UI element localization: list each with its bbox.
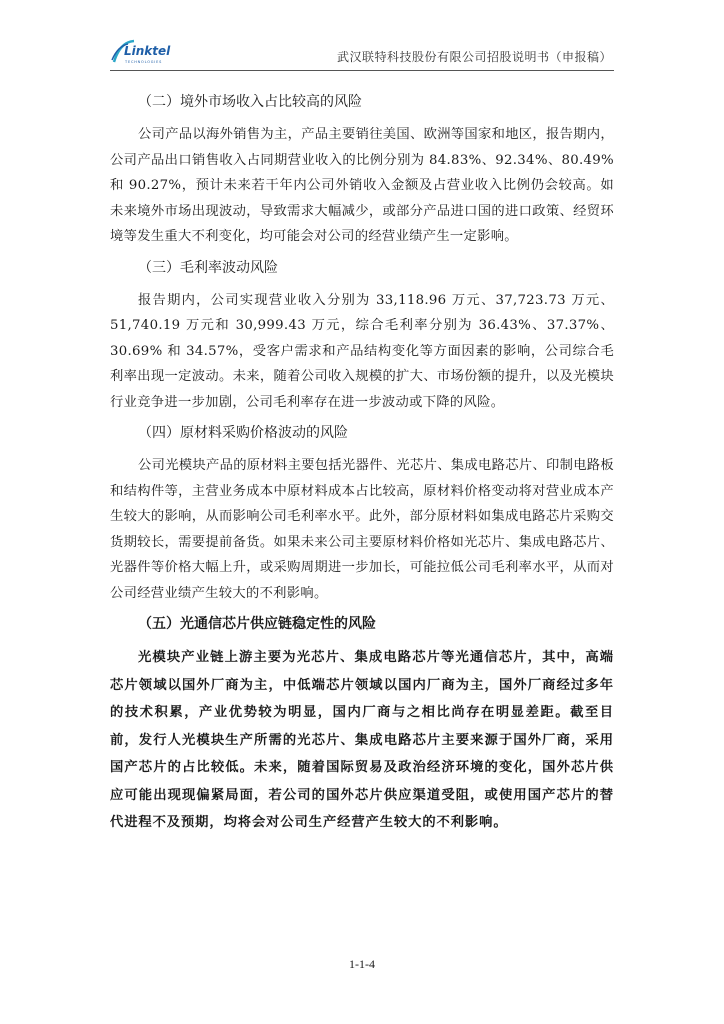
logo-text: Linktel — [124, 44, 171, 58]
page-content — [110, 84, 614, 843]
section-paragraph: 报告期内，公司实现营业收入分别为 33,118.96 万元、37,723.73 万元、51,740.19 万元和 30,999.43 万元，综合毛利率分别为 36.43%、37.37%、30.69% 和 34.57%，受客户需求和产品结构变化等方面因素的影响，公司综合毛利率出现一定波动。未来，随着公司收入规模的扩大、市场份额的提升，以及光模块行业竞争进一步加剧，公司毛利率存在进一步波动或下降的风险。 — [110, 292, 614, 410]
section-heading: （三）毛利率波动风险 — [138, 259, 278, 276]
section-raw-material-risk — [110, 421, 614, 606]
section-chip-supply-risk — [110, 612, 614, 837]
section-paragraph: 公司产品以海外销售为主，产品主要销往美国、欧洲等国家和地区，报告期内，公司产品出口销售收入占同期营业收入的比例分别为 84.83%、92.34%、80.49% 和 90.27%，预计未来若干年内公司外销收入金额及占营业收入比例仍会较高。如未来境外市场出现波动，导致需求大幅减少，或部分产品进口国的进口政策、经贸环境等发生重大不利变化，均可能会对公司的经营业绩产生一定影响。 — [110, 127, 614, 244]
section-gross-margin-risk — [110, 256, 614, 416]
page-header — [110, 36, 614, 71]
section-overseas-market-risk — [110, 90, 614, 250]
section-paragraph: 公司光模块产品的原材料主要包括光器件、光芯片、集成电路芯片、印制电路板和结构件等，主营业务成本中原材料成本占比较高，原材料价格变动将对营业成本产生较大的影响，从而影响公司毛利率水平。此外，部分原材料如集成电路芯片采购交货期较长，需要提前备货。如果未来公司主要原材料价格如光芯片、集成电路芯片、光器件等价格大幅上升，或采购周期进一步加长，可能拉低公司毛利率水平，从而对公司经营业绩产生较大的不利影响。 — [110, 458, 614, 601]
logo-subtext: TECHNOLOGIES — [125, 60, 163, 64]
linktel-logo — [110, 38, 200, 66]
section-paragraph: 光模块产业链上游主要为光芯片、集成电路芯片等光通信芯片，其中，高端芯片领域以国外厂商为主，中低端芯片领域以国内厂商为主，国外厂商经过多年的技术积累，产业优势较为明显，国内厂商与之相比尚存在明显差距。截至目前，发行人光模块生产所需的光芯片、集成电路芯片主要来源于国外厂商，采用国产芯片的占比较低。未来，随着国际贸易及政治经济环境的变化，国外芯片供应可能出现现偏紧局面，若公司的国外芯片供应渠道受阻，或使用国产芯片的替代进程不及预期，均将会对公司生产经营产生较大的不利影响。 — [110, 650, 614, 830]
page-number: 1-1-4 — [349, 957, 375, 971]
section-heading: （五）光通信芯片供应链稳定性的风险 — [138, 616, 376, 632]
document-title: 武汉联特科技股份有限公司招股说明书（申报稿） — [336, 50, 612, 64]
section-heading: （二）境外市场收入占比较高的风险 — [138, 94, 362, 110]
section-heading: （四）原材料采购价格波动的风险 — [138, 425, 348, 441]
